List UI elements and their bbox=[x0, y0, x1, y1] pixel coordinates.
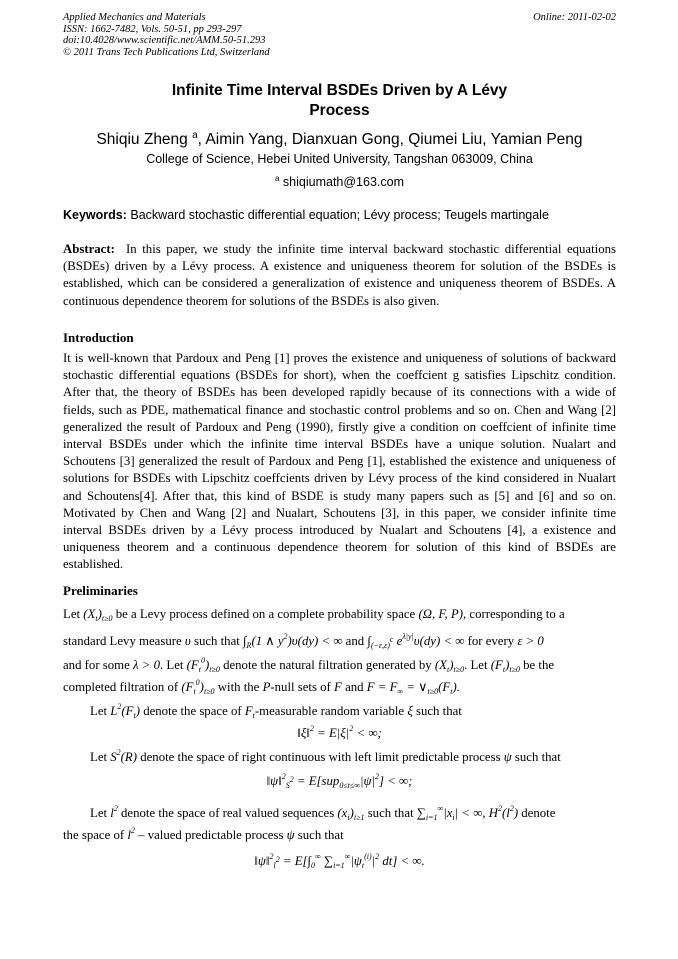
first-author: Shiqiu Zheng bbox=[96, 131, 188, 149]
introduction-body: It is well-known that Pardoux and Peng [1] proves the existence and uniqueness of solutions of backward stochastic differential equations (BSDEs for short), when the coeffcient g satisfies Lipschitz condition. After that, the theory of BSDEs has been developed rapidly because of its connections with a wide of fields, such as PDE, mathematical finance and stochastic control problems and so on. Chen and Wang [2] generalized the result of Pardoux and Peng (1990), firstly give a condition on coeffcient of infinite time interval BSDEs under which the infinite time interval BSDEs have a unique solution. Nualart and Schoutens [3] generalized the result of Pardoux and Peng [1], established the existence and uniqueness of solutions for BSDEs with Lipschitz coeffcients driven by Lévy process of the kind considered in Nualart and Schoutens[4]. After that, this kind of BSDE is study many papers such as [5] and [6] and so on. Motivated by Chen and Wang [2] and Nualart, Schoutens [3], in this paper, we consider infinite time interval BSDEs driven by a Lévy process introduced by Nualart and Schoutens [4], a existence and uniqueness theorem and a continuous dependence theorem for solution of this kind of BSDEs are established. bbox=[63, 351, 616, 572]
doi-line: doi:10.4028/www.scientific.net/AMM.50-51.293 bbox=[63, 35, 266, 46]
paper-title bbox=[63, 81, 616, 121]
prelim-line-6: Let $S^2(R)$ denote the space of right continuous with left limit predictable process ψ such that bbox=[90, 748, 561, 764]
title-line-2: Process bbox=[309, 102, 370, 119]
abstract-text: In this paper, we study the infinite time interval backward stochastic differential equations (BSDEs) driven by a Lévy process. A existence and uniqueness theorem for solution of the BSDEs is established, which can be considered a generalization of existence and uniqueness theorem of BSDEs. A continuous dependence theorem for solutions of the BSDEs is also given. bbox=[63, 242, 616, 308]
prelim-line-5: Let $L^2(F_t)$ denote the space of $F_t$-measurable random variable ξ such that bbox=[90, 702, 462, 720]
online-date: Online: 2011-02-02 bbox=[533, 12, 616, 23]
author-mark: a bbox=[192, 130, 198, 141]
keywords-text: Backward stochastic differential equation; Lévy process; Teugels martingale bbox=[130, 208, 549, 222]
prelim-line-4: completed filtration of $(F_t^0)_{t\ge 0}$ with the P-null sets of F and $F = F_\infty$ = $\vee_{t\ge 0}(F_t)$. bbox=[63, 678, 460, 696]
email-line bbox=[63, 171, 616, 190]
abstract bbox=[63, 241, 616, 310]
preliminaries-heading: Preliminaries bbox=[63, 583, 138, 598]
journal-header bbox=[63, 12, 616, 58]
equation-norm-xi: ‖ξ‖$^2$ = $E|\xi|^2$ < ∞; bbox=[297, 724, 382, 740]
affiliation: College of Science, Hebei United University, Tangshan 063009, China bbox=[146, 152, 533, 166]
prelim-line-1: Let $(X_t)_{t\ge 0}$ be a Levy process defined on a complete probability space (Ω, F, P), corresponding to a bbox=[63, 607, 565, 623]
keywords bbox=[63, 207, 616, 223]
email-mark: a bbox=[274, 174, 280, 183]
equation-norm-l2: ‖ψ‖$^2_{l2}$ = $E[\int_0^\infty$ $\sum_{i=1}^\infty|\psi_t^{(i)}|^2$ dt] < ∞. bbox=[254, 852, 425, 870]
author-list bbox=[63, 126, 616, 150]
prelim-line-8: the space of $l^2$ – valued predictable process ψ such that bbox=[63, 826, 344, 842]
other-authors: , Aimin Yang, Dianxuan Gong, Qiumei Liu, Yamian Peng bbox=[197, 131, 583, 149]
keywords-label: Keywords: bbox=[63, 208, 127, 222]
abstract-label: Abstract: bbox=[63, 242, 115, 256]
equation-norm-s2: ‖ψ‖$^2_{S2}$ = $E[sup_{0\le t\le\infty}|\psi|^2]$ < ∞; bbox=[266, 772, 413, 790]
prelim-line-3: and for some λ > 0. Let $(F_t^0)_{t\ge 0}$ denote the natural filtration generated by $(X_t)_{t\ge 0}$. Let $(F_t)_{t\ge 0}$ be the bbox=[63, 656, 555, 674]
issn-line: ISSN: 1662-7482, Vols. 50-51, pp 293-297 bbox=[63, 23, 242, 35]
introduction-heading: Introduction bbox=[63, 330, 134, 345]
copyright-line: © 2011 Trans Tech Publications Ltd, Switzerland bbox=[63, 46, 270, 58]
journal-name: Applied Mechanics and Materials bbox=[63, 12, 206, 23]
prelim-line-7: Let $l^2$ denote the space of real valued sequences $(x_i)_{i\ge 1}$ such that $\sum_{i=1}^\infty|x_i|$ < ∞, $H^2(l^2)$ denote bbox=[90, 804, 556, 822]
prelim-line-2: standard Levy measure υ such that $\int_R(1$ ∧ $y^2)\upsilon(dy)$ < ∞ and $\int_{(-\varepsilon,\varepsilon)c}$ $e^{\lambda|y|}\upsilon(dy)$ < ∞ for every ε > 0 bbox=[63, 632, 544, 650]
title-line-1: Infinite Time Interval BSDEs Driven by A Lévy bbox=[171, 82, 508, 99]
email-address: shiqiumath@163.com bbox=[282, 175, 405, 190]
